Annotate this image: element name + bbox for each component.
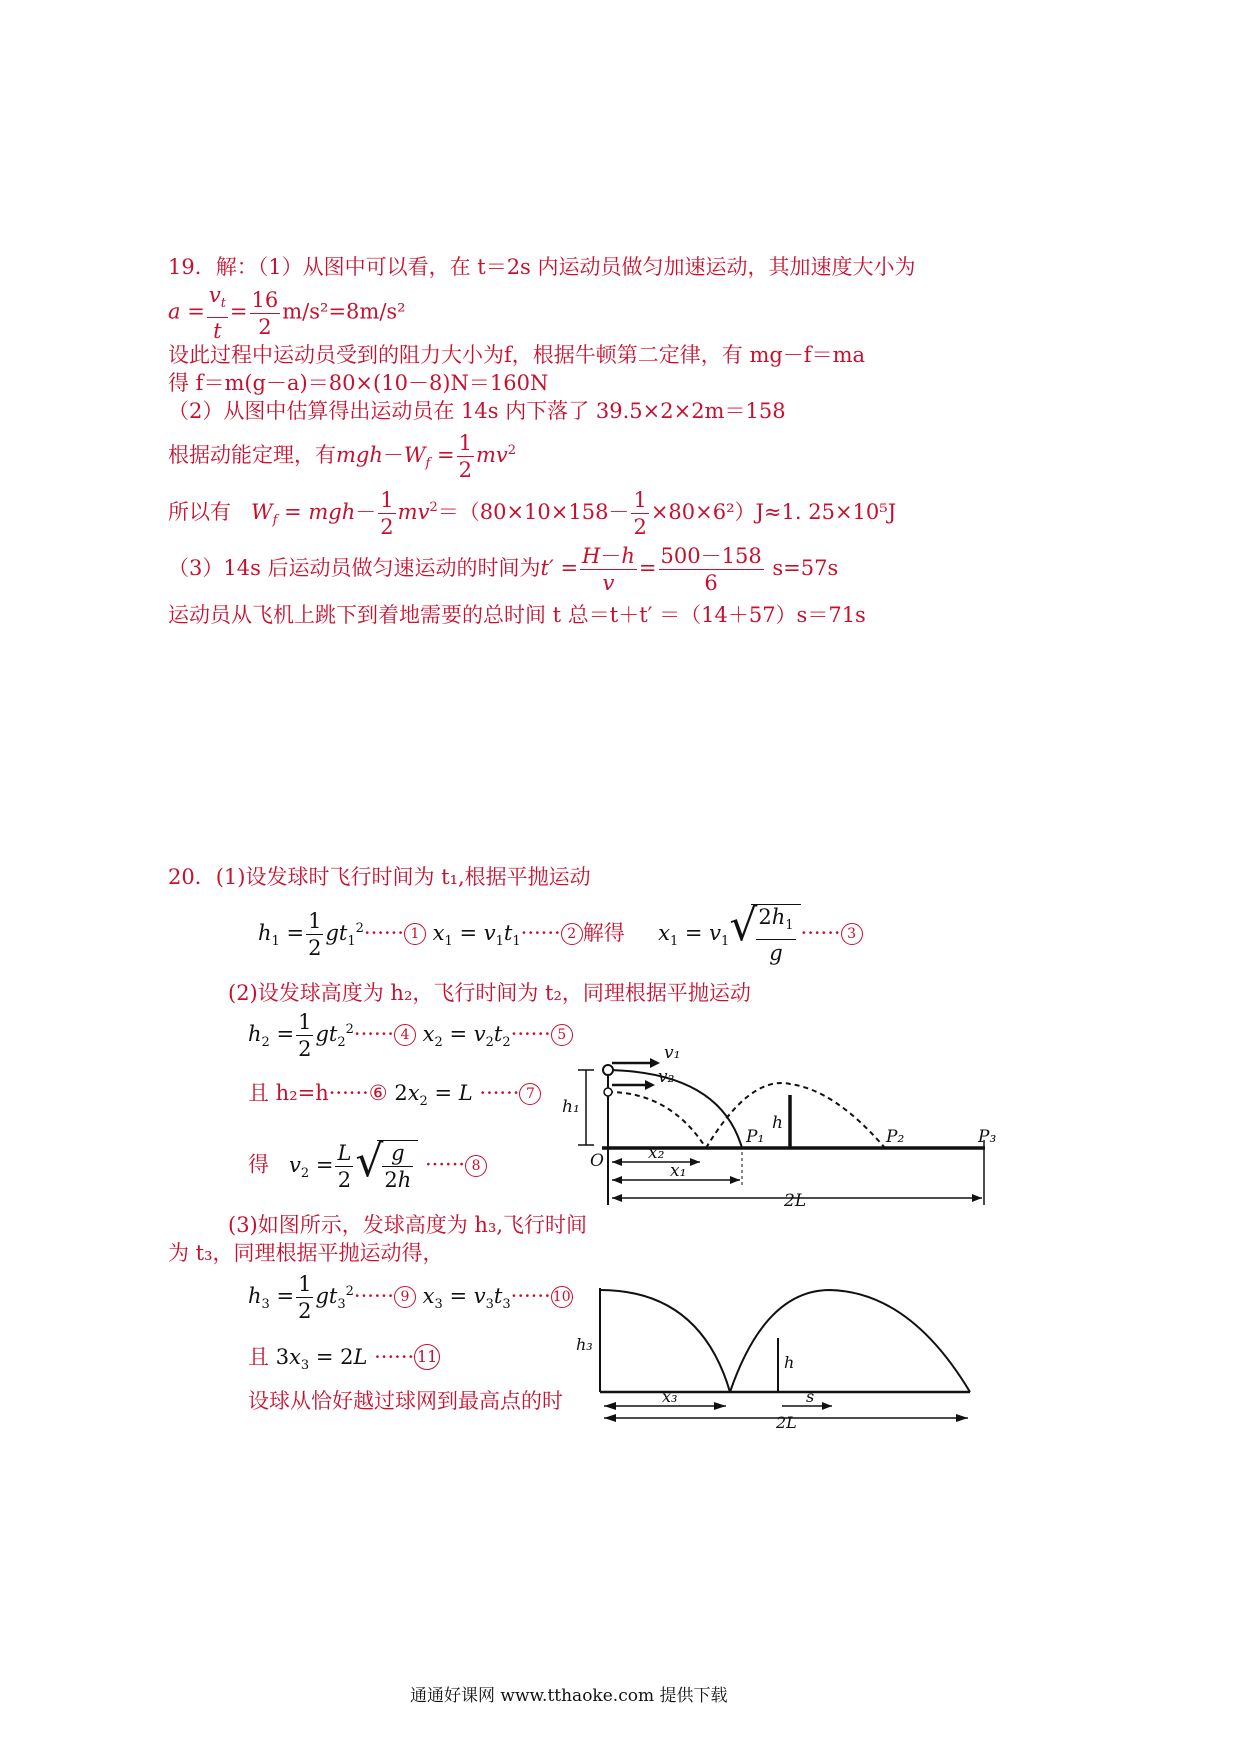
fraction: $\frac{v_t}{t}$ [208, 283, 226, 344]
footer-text: 通通好课网 www.tthaoke.com 提供下载 [410, 1686, 728, 1706]
p19-accel-formula: a = $\frac{v_t}{t}$ = $\frac{16}{2}$ m/s²=8m/s² [168, 283, 406, 344]
label-2L: 2L [776, 1413, 797, 1430]
p19-time-formula: （3）14s 后运动员做匀速运动的时间为t′ = $\frac{H-h}{v}$ = $\frac{500-158}{6}$ s=57s [168, 544, 839, 595]
label-h: h [784, 1353, 795, 1372]
circled-3: 3 [841, 923, 863, 945]
circled-8: 8 [465, 1155, 487, 1177]
fraction: $\frac{H-h}{v}$ [582, 544, 635, 595]
circled-10: 10 [551, 1286, 573, 1308]
label-2L: 2L [784, 1191, 807, 1211]
p19-line2-tail: m/s²=8m/s² [282, 299, 406, 324]
p20-eq-11: 且 $3x_3 = 2L$ ······ 11 [248, 1344, 440, 1379]
fraction: $\frac{500-158}{6}$ [660, 544, 762, 595]
p20-line10: 且 [248, 1345, 269, 1369]
p20-eq-8: 得 $v_2$ = $\frac{L}{2}$ √ $\frac{g}{2h}$ ······ 8 [248, 1140, 487, 1192]
label-x3: x₃ [662, 1387, 678, 1406]
fraction: $\frac{1}{2}$ [458, 431, 472, 482]
label-p2: P₂ [886, 1127, 905, 1147]
p19-line4: 得 f＝m(g－a)＝80×(10－8)N＝160N [168, 371, 549, 395]
p19-line8b: s=57s [772, 556, 839, 580]
p20-eq-4-5: $h_2$ = $\frac{1}{2}$ $gt_2^2\cdot\cdot\cdot\cdot\cdot\cdot 4$ $x_2 = v_2t_2\cdot\cdot\cdot\cdot\cdot\cdot 5$ [248, 1010, 573, 1061]
label-p1: P₁ [746, 1127, 765, 1147]
trajectory-v2 [608, 1092, 706, 1148]
label-p3: P₃ [978, 1127, 997, 1147]
p19-work-energy: 根据动能定理，有$mgh-W_f$ = $\frac{1}{2}$ $mv^2$ [168, 431, 517, 482]
label-h3: h₃ [576, 1335, 593, 1354]
fraction: $\frac{1}{2}$ [380, 488, 394, 539]
p20-line11: 设球从恰好越过球网到最高点的时 [248, 1389, 563, 1413]
p20-line6: 得 [248, 1152, 269, 1177]
circled-9: 9 [394, 1286, 416, 1308]
bounce-arc-1 [706, 1083, 885, 1148]
trajectory-bounce [730, 1290, 970, 1392]
p20-line1: 20．(1)设发球时飞行时间为 t₁,根据平抛运动 [168, 865, 591, 889]
p19-line3: 设此过程中运动员受到的阻力大小为f，根据牛顿第二定律，有 mg－f＝ma [168, 343, 866, 367]
fraction: $\frac{16}{2}$ [251, 287, 279, 339]
trajectory-v1 [608, 1070, 742, 1148]
circled-4: 4 [394, 1024, 416, 1046]
trajectory-serve [600, 1290, 730, 1392]
circled-2: 2 [561, 923, 583, 945]
label-h: h [772, 1113, 783, 1133]
p20-eq-6-7: 且 h₂=h······⑥ $2x_2 = L$ ······ 7 [248, 1080, 541, 1115]
p19-line7a: 所以有 [168, 500, 231, 524]
label-v1: v₁ [664, 1043, 681, 1063]
p19-line7b: ＝（80×10×158－ [437, 500, 630, 524]
circled-5: 5 [551, 1024, 573, 1046]
label-x2: x₂ [648, 1143, 665, 1163]
label-v2: v₂ [658, 1067, 675, 1087]
p20-line3: (2)设发球高度为 h₂，飞行时间为 t₂，同理根据平抛运动 [228, 981, 751, 1005]
p20-line2-mid: 解得 [582, 921, 625, 946]
figure-1 [560, 1030, 1010, 1215]
circled-1: 1 [404, 923, 426, 945]
p19-line7c: ×80×6²）J≈1. 25×10⁵J [650, 500, 897, 524]
label-s: s [806, 1387, 815, 1406]
label-x1: x₁ [670, 1161, 687, 1181]
p20-eq-1-3: $h_1$ = $\frac{1}{2}$ $gt_1^2\cdot\cdot\cdot\cdot\cdot\cdot 1$ $x_1 = v_1t_1\cdot\cdot\cdot\cdot\cdot\cdot 2$ 解得 $x_1 = v_1$ √ $\frac{2h_1}{g}$ ······ 3 [258, 904, 863, 965]
fraction: $\frac{1}{2}$ [633, 488, 647, 539]
circled-11: 11 [414, 1344, 440, 1370]
p20-line5: 且 h₂=h······⑥ [248, 1081, 388, 1105]
p20-line7: (3)如图所示，发球高度为 h₃,飞行时间 [228, 1213, 588, 1237]
p19-work-result: 所以有 $W_f = mgh-$ $\frac{1}{2}$ $mv^2=(80\times 10\times 158-$ $\frac{1}{2}$ ×80×6²）J≈1. 25×10⁵J [168, 488, 897, 539]
label-h1: h₁ [562, 1097, 580, 1117]
p20-line8: 为 t₃，同理根据平抛运动得， [168, 1241, 444, 1265]
label-o: O [590, 1151, 604, 1171]
p19-line6: 根据动能定理，有 [168, 443, 336, 467]
p19-line1: 19．解：（1）从图中可以看，在 t＝2s 内运动员做匀加速运动，其加速度大小为 [168, 255, 916, 279]
p19-line8a: （3）14s 后运动员做匀速运动的时间为 [168, 556, 541, 580]
circled-7: 7 [519, 1083, 541, 1105]
p19-line5: （2）从图中估算得出运动员在 14s 内下落了 39.5×2×2m＝158 [168, 399, 786, 423]
figure-2 [570, 1280, 1010, 1430]
p20-eq-9-10: $h_3$ = $\frac{1}{2}$ $gt_3^2\cdot\cdot\cdot\cdot\cdot\cdot 9$ $x_3 = v_3t_3\cdot\cdot\cdot\cdot\cdot\cdot 10$ [248, 1272, 573, 1323]
p19-line9: 运动员从飞机上跳下到着地需要的总时间 t 总＝t＋t′ ＝（14＋57）s＝71s [168, 603, 866, 627]
